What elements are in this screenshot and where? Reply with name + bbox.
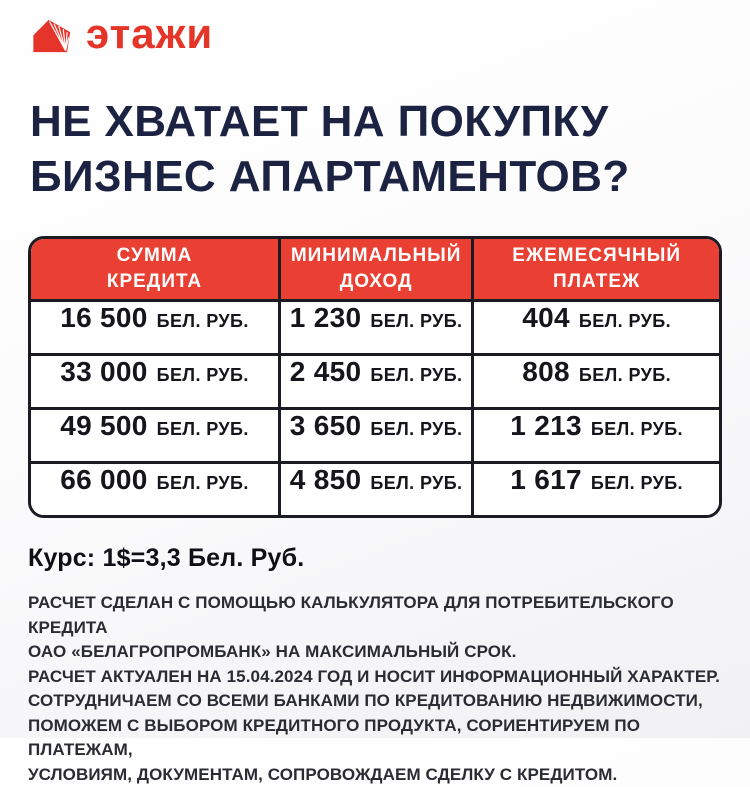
column-header-monthly-payment: ЕЖЕМЕСЯЧНЫЙ ПЛАТЕЖ: [471, 239, 719, 299]
credit-amount-cell: 49 500 БЕЛ. РУБ.: [31, 410, 278, 461]
monthly-payment-cell: 404 БЕЛ. РУБ.: [471, 302, 719, 353]
disclaimer-line: ПОМОЖЕМ С ВЫБОРОМ КРЕДИТНОГО ПРОДУКТА, СОРИЕНТИРУЕМ ПО ПЛАТЕЖАМ,: [28, 714, 722, 763]
table-row: [31, 461, 719, 515]
min-income-cell: 4 850 БЕЛ. РУБ.: [278, 464, 471, 515]
table-row: [31, 407, 719, 461]
table-row: [31, 299, 719, 353]
brand-name: этажи: [86, 10, 213, 58]
table-header-row: [31, 239, 719, 299]
etazhi-house-icon: [28, 16, 74, 56]
disclaimer-line: РАСЧЕТ АКТУАЛЕН НА 15.04.2024 ГОД И НОСИТ ИНФОРМАЦИОННЫЙ ХАРАКТЕР.: [28, 665, 722, 690]
disclaimer-line: СОТРУДНИЧАЕМ СО ВСЕМИ БАНКАМИ ПО КРЕДИТОВАНИЮ НЕДВИЖИМОСТИ,: [28, 689, 722, 714]
column-header-credit-sum: СУММА КРЕДИТА: [31, 239, 278, 299]
exchange-rate-note: Курс: 1$=3,3 Бел. Руб.: [28, 544, 722, 573]
logo: [28, 12, 722, 60]
disclaimer-line: УСЛОВИЯМ, ДОКУМЕНТАМ, СОПРОВОЖДАЕМ СДЕЛКУ С КРЕДИТОМ.: [28, 763, 722, 787]
credit-amount-cell: 33 000 БЕЛ. РУБ.: [31, 356, 278, 407]
min-income-cell: 1 230 БЕЛ. РУБ.: [278, 302, 471, 353]
credit-amount-cell: 16 500 БЕЛ. РУБ.: [31, 302, 278, 353]
min-income-cell: 3 650 БЕЛ. РУБ.: [278, 410, 471, 461]
monthly-payment-cell: 808 БЕЛ. РУБ.: [471, 356, 719, 407]
disclaimer-text: [28, 591, 722, 787]
page-title-line1: НЕ ХВАТАЕТ НА ПОКУПКУ: [30, 97, 609, 146]
monthly-payment-cell: 1 617 БЕЛ. РУБ.: [471, 464, 719, 515]
monthly-payment-cell: 1 213 БЕЛ. РУБ.: [471, 410, 719, 461]
page-title: [30, 94, 722, 204]
credit-amount-cell: 66 000 БЕЛ. РУБ.: [31, 464, 278, 515]
credit-table: [28, 236, 722, 518]
table-row: [31, 353, 719, 407]
column-header-min-income: МИНИМАЛЬНЫЙ ДОХОД: [278, 239, 471, 299]
page-title-line2: БИЗНЕС АПАРТАМЕНТОВ?: [30, 152, 630, 201]
min-income-cell: 2 450 БЕЛ. РУБ.: [278, 356, 471, 407]
disclaimer-line: ОАО «БЕЛАГРОПРОМБАНК» НА МАКСИМАЛЬНЫЙ СРОК.: [28, 640, 722, 665]
disclaimer-line: РАСЧЕТ СДЕЛАН С ПОМОЩЬЮ КАЛЬКУЛЯТОРА ДЛЯ ПОТРЕБИТЕЛЬСКОГО КРЕДИТА: [28, 591, 722, 640]
